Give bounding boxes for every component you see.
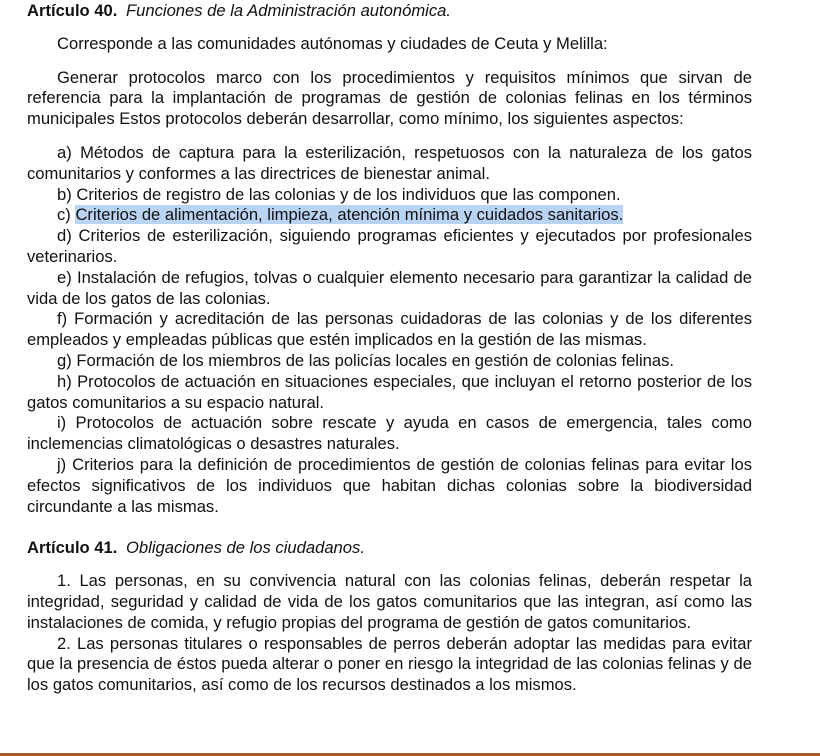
list-item-f: f) Formación y acreditación de las personas cuidadoras de las colonias y de los diferentes empleados y empleadas públicas que estén implicados en la gestión de las mismas.	[27, 309, 752, 350]
list-item-i: i) Protocolos de actuación sobre rescate y ayuda en casos de emergencia, tales como inclemencias climatológicas o desastres naturales.	[27, 413, 752, 454]
list-item-h: h) Protocolos de actuación en situaciones especiales, que incluyan el retorno posterior de los gatos comunitarios a su espacio natural.	[27, 371, 752, 412]
list-item-d: d) Criterios de esterilización, siguiendo programas eficientes y ejecutados por profesionales veterinarios.	[27, 226, 752, 266]
article-41-heading	[27, 537, 752, 559]
article-40-body: Generar protocolos marco con los procedimientos y requisitos mínimos que sirvan de referencia para la implantación de programas de gestión de colonias felinas en los términos municipales Estos protocolos deberán desarrollar, como mínimo, los siguientes aspectos:	[27, 67, 752, 129]
article-41-paragraph-2: 2. Las personas titulares o responsables de perros deberán adoptar las medidas para evitar que la presencia de éstos pueda alterar o poner en riesgo la integridad de las colonias felinas y de los gatos comunitarios, así como de los recursos destinados a los mismos.	[27, 633, 752, 695]
article-40-title: Funciones de la Administración autonómica.	[126, 1, 451, 20]
list-item-e: e) Instalación de refugios, tolvas o cualquier elemento necesario para garantizar la calidad de vida de los gatos de las colonias.	[27, 267, 752, 308]
article-41-number: Artículo 41.	[27, 538, 118, 558]
list-item-c	[27, 205, 752, 226]
article-40-number: Artículo 40.	[27, 1, 118, 20]
article-41-title: Obligaciones de los ciudadanos.	[126, 538, 365, 558]
document-body	[27, 0, 752, 696]
list-item-a: a) Métodos de captura para la esterilización, respetuosos con la naturaleza de los gatos comunitarios y conformes a las directrices de bienestar animal.	[27, 142, 752, 183]
list-item-j: j) Criterios para la definición de procedimientos de gestión de colonias felinas para evitar los efectos significativos de los individuos que habitan dichas colonias sobre la biodiversidad circundante a las mismas.	[27, 454, 752, 516]
list-item-b: b) Criterios de registro de las colonias y de los individuos que las componen.	[57, 184, 621, 204]
article-40-heading	[27, 0, 752, 22]
article-40-intro: Corresponde a las comunidades autónomas y ciudades de Ceuta y Melilla:	[57, 33, 608, 53]
list-item-c-prefix: c)	[57, 205, 76, 225]
article-41-paragraph-1: 1. Las personas, en su convivencia natural con las colonias felinas, deberán respetar la integridad, seguridad y calidad de vida de los gatos comunitarios que las integran, así como las instalaciones de comida, y refugio propias del programa de gestión de gatos comunitarios.	[27, 571, 752, 632]
list-item-g: g) Formación de los miembros de las policías locales en gestión de colonias felinas.	[57, 350, 675, 370]
selected-text-highlight[interactable]: Criterios de alimentación, limpieza, atención mínima y cuidados sanitarios.	[75, 205, 624, 225]
